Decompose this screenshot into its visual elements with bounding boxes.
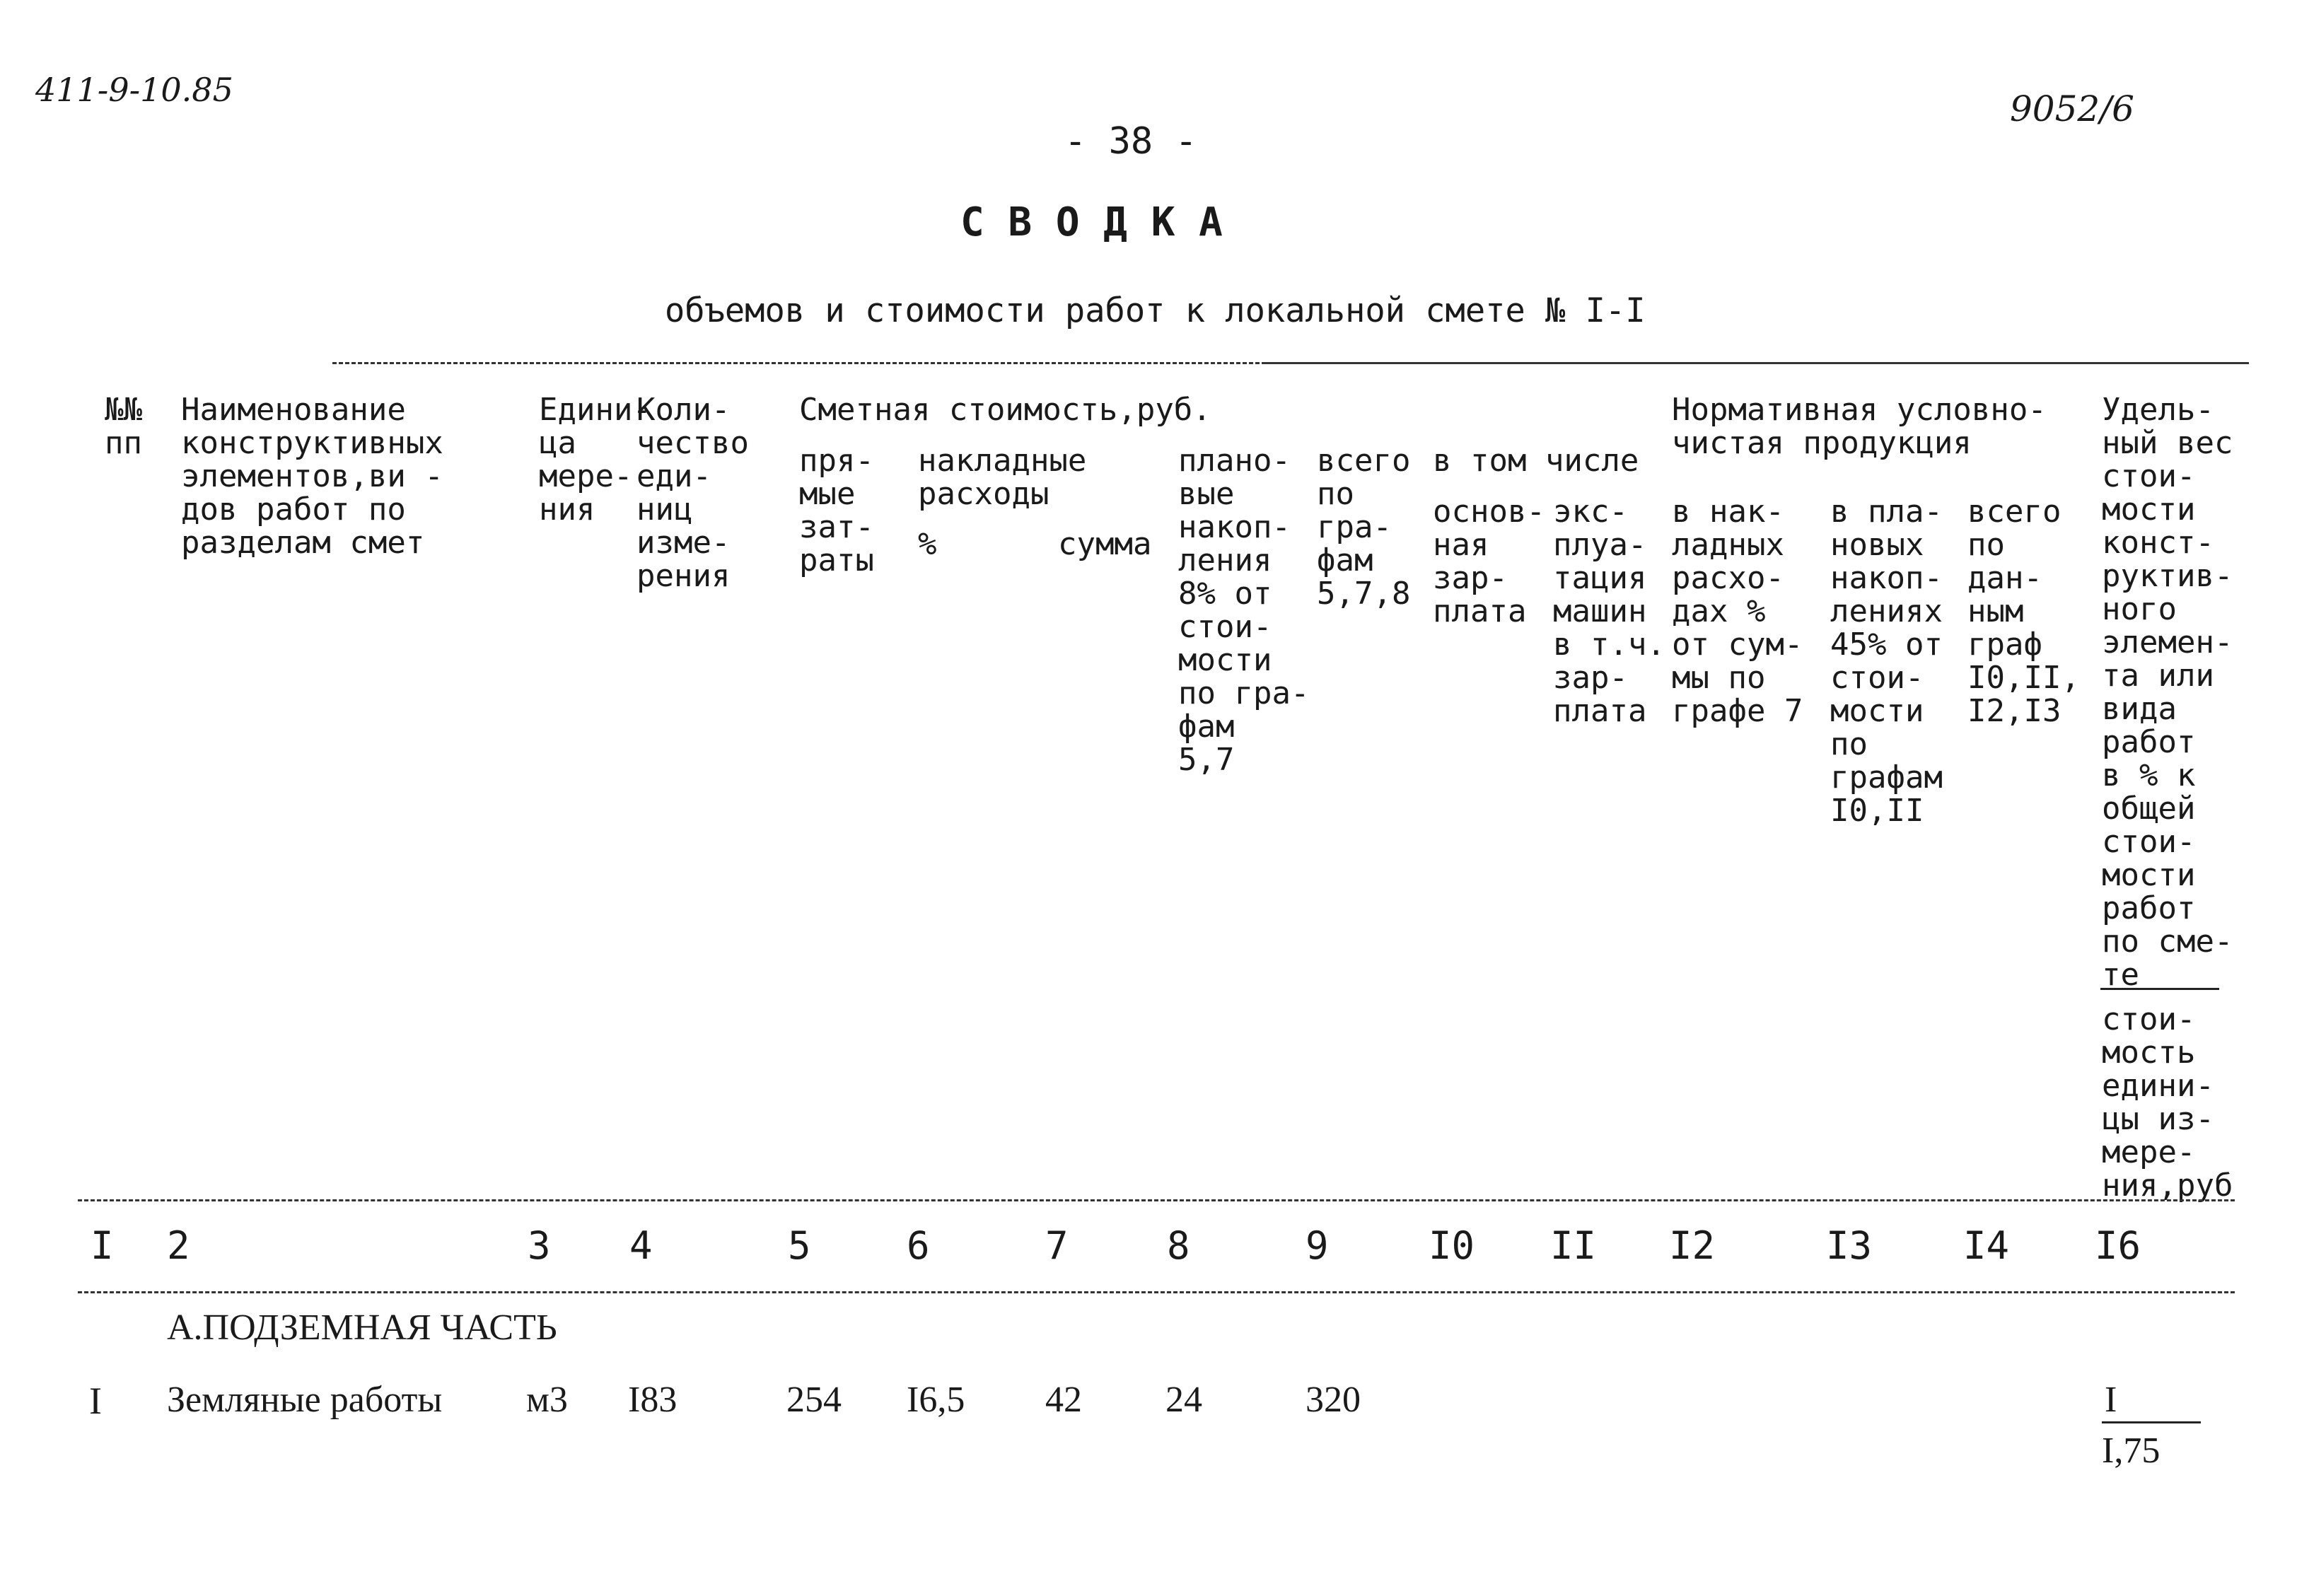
column-number: 2	[167, 1223, 190, 1268]
header-col-7-sum: сумма	[1058, 526, 1152, 562]
column-number: 5	[788, 1223, 811, 1268]
column-number: I3	[1826, 1223, 1873, 1268]
column-number: 8	[1167, 1223, 1190, 1268]
document-title: С В О Д К А	[960, 199, 1223, 245]
row-quantity: I83	[628, 1380, 678, 1420]
header-col-11-machine-operation: экс- плуа- тация машин в т.ч. зар- плата	[1553, 494, 1665, 729]
row-share-percent: I	[2105, 1380, 2117, 1420]
header-col-16-unit-cost: стои- мость едини- цы из- мере- ния,руб	[2102, 1001, 2233, 1204]
row-total: 320	[1305, 1380, 1361, 1420]
page-number: - 38 -	[1064, 120, 1197, 163]
header-col-5-direct-costs: пря- мые зат- раты	[799, 443, 874, 578]
row-unit: м3	[526, 1380, 568, 1420]
column-number: I	[91, 1223, 114, 1268]
header-bottom-rule	[78, 1199, 2235, 1201]
header-col-12-overhead-percent: в нак- ладных расхо- дах % от сум- мы по графе 7	[1672, 494, 1803, 729]
header-col-2-name: Наименование конструктивных элементов,ви - дов работ по разделам смет	[181, 392, 443, 561]
column-number: 9	[1305, 1223, 1329, 1268]
column-number: 3	[528, 1223, 551, 1268]
row-direct-costs: 254	[786, 1380, 842, 1420]
column-number: I4	[1963, 1223, 2010, 1268]
header-col-4-quantity: Коли- чество еди- ниц изме- рения	[636, 392, 749, 594]
column-number: I0	[1429, 1223, 1475, 1268]
column-number: 7	[1045, 1223, 1069, 1268]
column-number: I2	[1669, 1223, 1716, 1268]
document-subtitle: объемов и стоимости работ к локальной смете № I-I	[665, 291, 1646, 330]
column-number: 6	[907, 1223, 930, 1268]
header-col-6-percent: %	[918, 526, 937, 562]
column-number: 4	[629, 1223, 653, 1268]
row-planned-savings: 24	[1165, 1380, 1202, 1420]
header-col-1-number: №№ пп	[105, 392, 142, 461]
column-number: I6	[2095, 1223, 2141, 1268]
row-overhead-percent: I6,5	[907, 1380, 965, 1420]
table-top-rule-right	[1266, 362, 2249, 364]
column-numbers-bottom-rule	[78, 1291, 2235, 1293]
header-col-10-base-salary: основ- ная зар- плата	[1433, 494, 1545, 629]
table-top-rule	[332, 362, 1266, 364]
row-overhead-sum: 42	[1045, 1380, 1082, 1420]
header-col-14-total: всего по дан- ным граф I0,II, I2,I3	[1967, 494, 2080, 729]
header-normative-group: Нормативная условно- чистая продукция	[1672, 392, 2047, 461]
header-col-3-unit: Едини- ца мере- ния	[539, 392, 651, 528]
row-number: I	[89, 1380, 102, 1422]
header-including: в том числе	[1433, 443, 1639, 479]
column-number: II	[1550, 1223, 1597, 1268]
header-overhead: накладные расходы	[918, 443, 1087, 512]
section-title: А.ПОДЗЕМНАЯ ЧАСТЬ	[167, 1307, 557, 1348]
document-code: 411-9-10.85	[35, 71, 233, 109]
header-col-13-planned-percent: в пла- новых накоп- лениях 45% от стои- мости по графам I0,II	[1830, 494, 1943, 829]
header-col-8-planned-savings: плано- вые накоп- ления 8% от стои- мости по гра- фам 5,7	[1178, 443, 1310, 778]
header-col-16-share: Удель- ный вес стои- мости конст- руктив- ного элемен- та или вида работ в % к общей стои- мости работ по сме- те	[2102, 392, 2233, 993]
header-cost-group: Сметная стоимость,руб.	[799, 392, 1211, 428]
header-col-9-total: всего по гра- фам 5,7,8	[1317, 443, 1411, 612]
header-col-16-divider	[2100, 988, 2219, 990]
row-unit-cost: I,75	[2102, 1431, 2161, 1471]
row-fraction-line	[2102, 1421, 2201, 1423]
sheet-code: 9052/6	[2010, 88, 2134, 129]
row-name: Земляные работы	[167, 1380, 443, 1420]
